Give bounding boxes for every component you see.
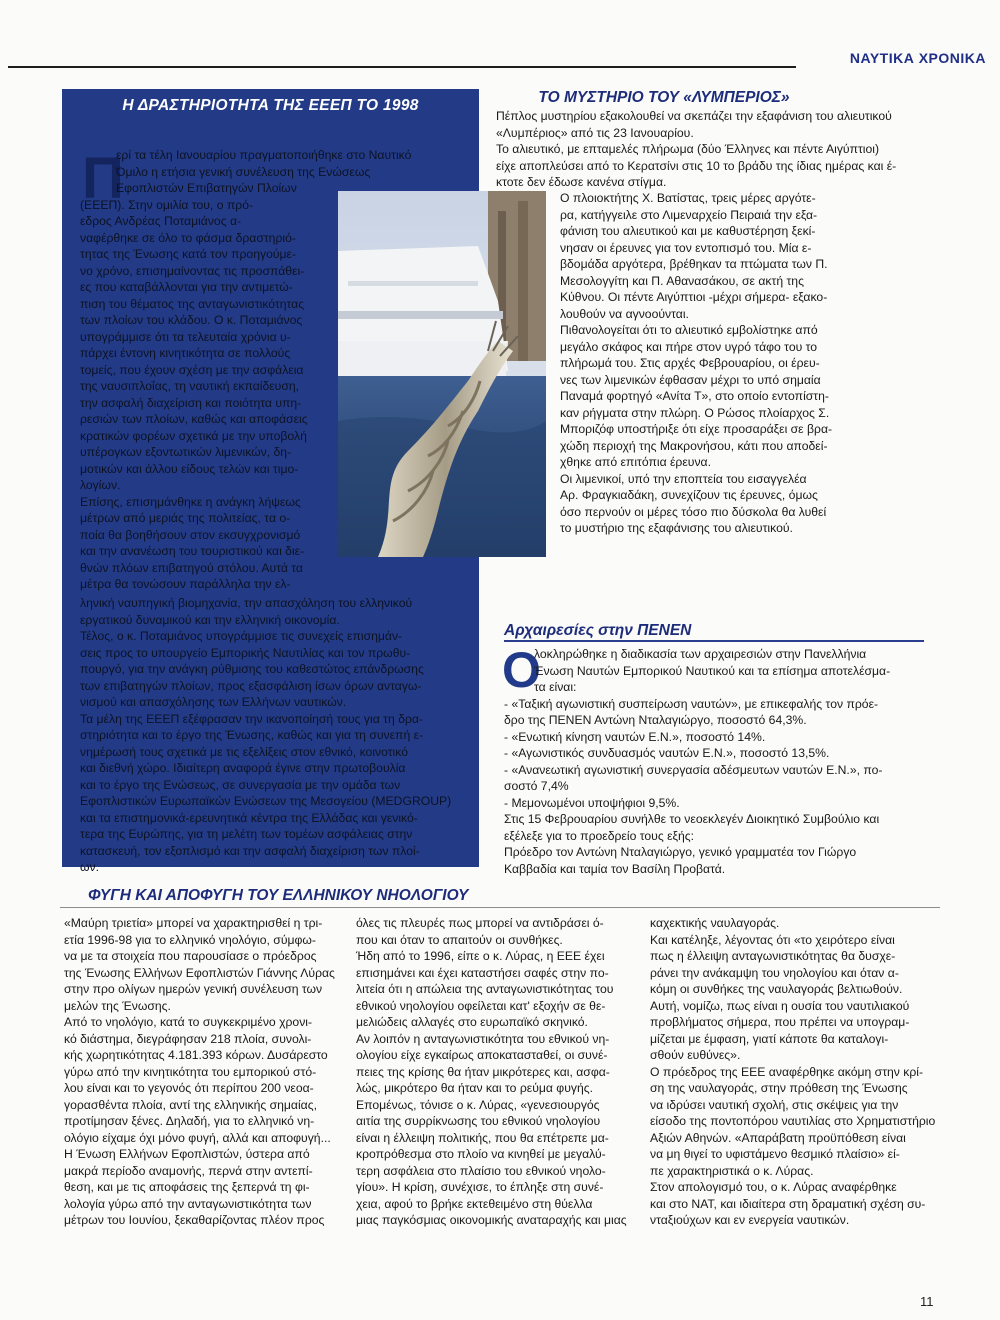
text-line: Επομένως, τόνισε ο κ. Λύρας, «γενεσιουργός [356, 1097, 600, 1112]
text-line: - Μεμονωμένοι υποψήφιοι 9,5%. [504, 795, 680, 810]
text-line: είναι η έλλειψη πολιτικής, που θα επέτρεπε μα- [356, 1130, 609, 1145]
text-line: των επιβατηγών πλοίων, προς εξασφάλιση ίσων όρων ανταγω- [80, 678, 422, 693]
text-line: ποία θα βοηθήσουν στον εκσυγχρονισμό [80, 527, 301, 542]
text-line: Καββαδία και ταμία τον Βασίλη Προβατά. [504, 861, 726, 876]
text-line: θεση, και με τις αποφάσεις της ξεπερνά τη φι- [64, 1180, 310, 1194]
text-line: και στο ΝΑΤ, και ιδιαίτερα στη δραματική σχέση συ- [650, 1196, 926, 1211]
text-line: το μυστήριο της εξαφάνισης του αλιευτικού. [560, 521, 793, 535]
text-line: Αξιών Αθηνών. «Απαράβατη προϋπόθεση είναι [650, 1130, 906, 1145]
eeep-text-top [80, 147, 412, 593]
text-line: πε χαρακτηριστικά ο κ. Λύρας. [650, 1163, 814, 1178]
text-line: κροπρόθεσμα στο πλοίο να κινηθεί με μεγαλύ- [356, 1147, 606, 1161]
text-line: ναφέρθηκε σε όλο το φάσμα δραστηριό- [80, 230, 296, 245]
text-line: ράνει την ανάκαμψη του νηολογίου και όταν α- [650, 965, 899, 980]
text-line: μελών της Ένωσης. [64, 998, 171, 1013]
text-line: και το έργο της Ενώσεως, σε συνεργασία με την ομάδα των [80, 777, 401, 792]
text-line: σεις προς το υπουργείο Εμπορικής Ναυτιλίας και τον πρωθυ- [80, 645, 411, 660]
text-line: πειες της κρίσης θα ήταν μικρότερες και, ασφα- [356, 1064, 610, 1079]
text-line: της Ένωσης Ελλήνων Εφοπλιστών Γιάννης Λύρας [64, 965, 335, 980]
text-line: (ΕΕΕΠ). Στην ομιλία του, ο πρό- [80, 197, 254, 212]
text-line: κατασκευή, τον εξοπλισμό και την ασφαλή διαχείριση των πλοί- [80, 843, 420, 858]
text-line: Αν λοιπόν η ανταγωνιστικότητα του εθνικού νη- [356, 1031, 610, 1046]
text-line: των πλοίων του κλάδου. Ο κ. Ποταμιάνος [80, 313, 303, 327]
text-line: βδομάδα αργότερα, βρέθηκαν τα πτώματα των Π. [560, 257, 828, 271]
penen-title: Αρχαιρεσίες στην ΠΕΝΕΝ [504, 622, 692, 639]
text-line: ρεσιών των πλοίων, καθώς και αποφάσεις [80, 412, 308, 426]
text-line: Πέπλος μυστηρίου εξακολουθεί να σκεπάζει την εξαφάνιση του αλιευτικού [496, 109, 892, 123]
text-line: εδρος Ανδρέας Ποταμιάνος α- [80, 214, 242, 228]
text-line: Μεσολογγίτη και Π. Αθανασάκου, σε ακτή της [560, 273, 804, 288]
text-line: - «Ανανεωτική αγωνιστική συνεργασία αδέσμευτων ναυτών Ε.Ν.», πο- [504, 762, 883, 777]
text-line: Μποριζόφ υποστήριξε ότι είχε προσαράξει σε βρα- [560, 422, 833, 436]
text-line: να με τα στοιχεία που παρουσίασε ο πρόεδρος [64, 949, 317, 963]
text-line: και τα επιστημονικά-ερευνητικά κέντρα της Ελλάδας και γενικό- [80, 810, 418, 825]
text-line: Εφοπλιστών Επιβατηγών Πλοίων [116, 181, 297, 195]
text-line: μελιώδεις αλλαγές στο ευρωπαϊκό σκηνικό. [356, 1015, 588, 1029]
text-line: Ο πρόεδρος της ΕΕΕ αναφέρθηκε ακόμη στην κρί- [650, 1064, 924, 1079]
text-line: καχεκτικής ναυλαγοράς. [650, 916, 780, 930]
penen-dropcap: Ο [502, 642, 541, 698]
text-line: τητας της Ένωσης κατά τον προηγούμε- [80, 247, 297, 261]
eeep-title: Η ΔΡΑΣΤΗΡΙΟΤΗΤΑ ΤΗΣ ΕΕΕΠ ΤΟ 1998 [122, 97, 419, 114]
text-line: μίζεται με έμφαση, γιατί κάποτε θα καταλογι- [650, 1031, 889, 1046]
text-line: επισημάνει και έχει καταστήσει σαφές στην πο- [356, 965, 609, 980]
text-line: Ένωση Ναυτών Εμπορικού Ναυτικού και τα επίσημα αποτελέσμα- [534, 663, 891, 678]
text-line: εξέλεξε για το προεδρείο τους εξής: [504, 828, 695, 843]
text-line: στηριότητα και το έργο της Ένωσης, καθώς και για τη συνεπή ε- [80, 728, 424, 742]
text-line: χώδη περιοχή της Μακρονήσου, κάτι που αποδεί- [560, 438, 828, 453]
flight-column-1 [64, 915, 340, 1229]
text-line: κρατικών φορέων σχετικά με την υποβολή [80, 428, 307, 443]
text-line: προβλήματος σήμερα, που πρέπει να υπογραμ- [650, 1015, 910, 1029]
text-line: μιας παγκόσμιας οικονομικής αναταραχής και μιας [356, 1213, 627, 1227]
lymperios-title: ΤΟ ΜΥΣΤΗΡΙΟ ΤΟΥ «ΛΥΜΠΕΡΙΟΣ» [538, 89, 790, 106]
page-number: 11 [920, 1294, 934, 1309]
flight-title-rule [60, 907, 940, 908]
text-line: καν ρήγματα στην πλώρη. Ο Ρώσος πλοίαρχος Σ. [560, 405, 830, 420]
text-line: χθηκε από επιτόπια έρευνα. [560, 455, 711, 469]
text-line: μέτρων από μεριάς της πολιτείας, τα ο- [80, 511, 291, 525]
flight-title: ΦΥΓΗ ΚΑΙ ΑΠΟΦΥΓΗ ΤΟΥ ΕΛΛΗΝΙΚΟΥ ΝΗΟΛΟΓΙΟΥ [88, 887, 469, 904]
text-line: πάρχει έντονη κινητικότητα σε πολλούς [80, 346, 291, 360]
flight-column-2 [356, 915, 632, 1229]
text-line: όσο περνούν οι μέρες τόσο πιο δύσκολα θα λυθεί [560, 504, 827, 519]
text-line: λολογία γύρω από την ανταγωνιστικότητα των [64, 1196, 312, 1211]
text-line: Επίσης, επισημάνθηκε η ανάγκη λήψεως [80, 494, 301, 509]
text-line: Αρ. Φραγκιαδάκη, συνεχίζουν τις έρευνες, όμως [560, 488, 818, 502]
text-line: πως η έλλειψη ανταγωνιστικότητας θα δυσχε- [650, 949, 896, 963]
text-line: της ναυσιπλοΐας, τη ναυτική εκπαίδευση, [80, 379, 300, 393]
text-line: Από το νηολόγιο, κατά το συγκεκριμένο χρονι- [64, 1015, 313, 1029]
text-line: ολόγιο είχαμε όχι μόνο φυγή, αλλά και αποφυγή... [64, 1130, 331, 1145]
text-line: λιτεία ότι η απώλεια της ανταγωνιστικότητας του [356, 982, 614, 996]
text-line: τερα της Ευρώπης, για τη μελέτη των τομέων ασφάλειας στην [80, 827, 413, 841]
text-line: Τέλος, ο κ. Ποταμιάνος υπογράμμισε τις συνεχείς επισημάν- [80, 629, 403, 643]
text-line: λοκληρώθηκε η διαδικασία των αρχαιρεσιών στην Πανελλήνια [534, 647, 867, 661]
lymperios-text-wide [496, 108, 936, 191]
text-line: ων. [80, 860, 99, 874]
text-line: ερί τα τέλη Ιανουαρίου πραγματοποιήθηκε στο Ναυτικό [116, 148, 412, 162]
text-line: - «Ενωτική κίνηση ναυτών Ε.Ν.», ποσοστό 14%. [504, 729, 766, 744]
text-line: ες που καταβάλλονται για την αντιμετώ- [80, 280, 293, 294]
text-line: μοτικών και άλλου είδους τελών και τιμο- [80, 461, 299, 476]
text-line: μέτρα θα τονώσουν παράλληλα την ελ- [80, 577, 291, 591]
text-line: Η Ένωση Ελλήνων Εφοπλιστών, ύστερα από [64, 1147, 310, 1161]
text-line: είχε αποπλεύσει από το Κερατσίνι στις 10 το βράδυ της ίδιας ημέρας και έ- [496, 158, 897, 173]
text-line: νησαν οι έρευνες για τον εντοπισμό του. Μία ε- [560, 240, 812, 255]
text-line: να μη θιγεί το υφιστάμενο θεσμικό πλαίσιο» εί- [650, 1147, 900, 1161]
text-line: που και όταν το απαιτούν οι συνθήκες. [356, 932, 563, 947]
text-line: μακρά περίοδο αναμονής, περνά στην αντεπί- [64, 1163, 313, 1178]
text-line: και την ανανέωση του τουριστικού και διε- [80, 544, 305, 558]
text-line: πλήρωμά του. Στις αρχές Φεβρουαρίου, οι έρευ- [560, 356, 820, 370]
flight-column-3 [650, 915, 936, 1229]
text-line: είσοδο της ποντοπόρου ναυτιλίας στο Χρηματιστήριο [650, 1114, 936, 1128]
text-line: - «Ταξική αγωνιστική συσπείρωση ναυτών», με επικεφαλής τον πρόε- [504, 696, 879, 711]
text-line: τα είναι: [534, 680, 577, 694]
text-line: ση της ναυλαγοράς, στην πρόθεση της Ένωσης [650, 1081, 908, 1095]
text-line: πιση του θέματος της ανταγωνιστικότητας [80, 296, 305, 311]
text-line: ετία 1996-98 για το ελληνικό νηολόγιο, σύμφω- [64, 932, 316, 947]
penen-title-rule [504, 640, 924, 642]
text-line: «Μαύρη τριετία» μπορεί να χαρακτηρισθεί η τρι- [64, 916, 323, 930]
text-line: Αυτή, νομίζω, πως είναι η ουσία του ναυτιλιακού [650, 998, 910, 1013]
text-line: κτοτε δεν έδωσε κανένα στίγμα. [496, 175, 667, 189]
text-line: χεια, αφού το βρήκε εκτεθειμένο στη θύελλα [356, 1196, 593, 1211]
text-line: Εφοπλιστικών Ευρωπαϊκών Ενώσεων της Μεσογείου (MEDGROUP) [80, 794, 452, 808]
text-line: σθούν ευθύνες». [650, 1048, 741, 1062]
text-line: και διεθνή χώρο. Ιδιαίτερη αναφορά έγινε στην πρωτοβουλία [80, 761, 406, 775]
text-line: νημέρωσή τους σχετικά με τις εξελίξεις στον εθνικό, κοινοτικό [80, 744, 408, 759]
text-line: Τα μέλη της ΕΕΕΠ εξέφρασαν την ικανοποίησή τους για τη δρα- [80, 711, 423, 726]
text-line: ολογίου είχε εγκαίρως αποκατασταθεί, οι συνέ- [356, 1048, 608, 1062]
text-line: Ο πλοιοκτήτης Χ. Βατίστας, τρεις μέρες αργότε- [560, 191, 816, 205]
eeep-dropcap: Π [82, 146, 124, 211]
text-line: λογίων. [80, 478, 121, 492]
text-line: ρα, κατήγγειλε στο Λιμεναρχείο Πειραιά την εξα- [560, 207, 818, 222]
text-line: γορασθέντα πλοία, αντί της ελληνικής σημαίας, [64, 1097, 317, 1112]
header-rule [8, 66, 796, 68]
magazine-name: ΝΑΥΤΙΚΑ ΧΡΟΝΙΚΑ [849, 50, 986, 66]
text-line: νισμού και απασχόλησης των Ελλήνων ναυτικών. [80, 695, 347, 709]
text-line: Πιθανολογείται ότι το αλιευτικό εμβολίστηκε από [560, 323, 818, 337]
text-line: υπέρογκων εξοντωτικών λιμενικών, δη- [80, 445, 292, 459]
text-line: Οι λιμενικοί, υπό την εποπτεία του εισαγγελέα [560, 471, 807, 486]
lymperios-text-narrow [560, 190, 936, 537]
text-line: προτίμησαν ξένες. Δηλαδή, για το ελληνικό νη- [64, 1114, 315, 1128]
text-line: Κύθνου. Οι πέντε Αιγύπτιοι -μέχρι σήμερα- εξακο- [560, 290, 828, 304]
text-line: «Λυμπέριος» από τις 23 Ιανουαρίου. [496, 125, 694, 140]
text-line: κό διάστημα, διεγράφησαν 218 πλοία, συνολι- [64, 1031, 312, 1046]
text-line: μεγάλο σκάφος και πήρε στον υγρό τάφο του το [560, 339, 818, 354]
text-line: δρο της ΠΕΝΕΝ Αντώνη Νταλαγιώργο, ποσοστό 64,3%. [504, 713, 807, 727]
text-line: θνών πλόων επιβατηγού στόλου. Αυτά τα [80, 560, 303, 575]
text-line: γίου». Η κρίση, συνέχισε, το έπληξε στη συνέ- [356, 1180, 604, 1194]
text-line: όλες τις πλευρές πως μπορεί να αντιδράσει ό- [356, 916, 604, 930]
text-line: Όμιλο η ετήσια γενική συνέλευση της Ενώσεως [116, 164, 371, 179]
text-line: γύρω από την κινητικότητα του εμπορικού στό- [64, 1064, 317, 1079]
text-line: φάνιση του αλιευτικού και με καθυστέρηση ξεκί- [560, 224, 816, 238]
text-line: κής χωρητικότητας 4.181.393 κόρων. Δυσάρεστο [64, 1048, 328, 1062]
text-line: λου είναι και το γεγονός ότι περίπου 200 νεοα- [64, 1081, 314, 1095]
text-line: Πρόεδρο τον Αντώνη Νταλαγιώργο, γενικό γραμματέα τον Γιώργο [504, 845, 857, 859]
text-line: Παναμά φορτηγό «Ανίτα Τ», στο οποίο εντοπίστη- [560, 389, 829, 403]
text-line: στην προ ολίγων ημερών γενική συνέλευση των [64, 982, 323, 996]
text-line: Στον απολογισμό του, ο κ. Λύρας αναφέρθηκε [650, 1180, 897, 1194]
text-line: λώς, μικρότερο θα ήταν και το ρεύμα φυγής. [356, 1081, 594, 1095]
text-line: να ιδρύσει ναυτική σχολή, στις σκέψεις για την [650, 1097, 899, 1112]
text-line: κόμη οι συνθήκες της ναυλαγοράς βελτιωθούν. [650, 982, 903, 996]
text-line: - «Αγωνιστικός συνδυασμός ναυτών Ε.Ν.», ποσοστό 13,5%. [504, 746, 830, 760]
text-line: αιτία της συρρίκνωσης του εθνικού νηολογίου [356, 1114, 601, 1128]
text-line: την ασφαλή διαχείριση και ποιότητα υπη- [80, 395, 302, 410]
text-line: Το αλιευτικό, με επταμελές πλήρωμα (δύο Έλληνες και πέντε Αιγύπτιοι) [496, 142, 880, 156]
text-line: σοστό 7,4% [504, 779, 569, 793]
text-line: εργατικού δυναμικού και την ελληνική οικονομία. [80, 612, 340, 627]
text-line: νταξιούχων και εν ενεργεία ναυτικών. [650, 1213, 850, 1227]
text-line: υπογράμμισε ότι τα τελευταία χρόνια υ- [80, 329, 291, 344]
text-line: εθνικού νηολογίου οφείλεται κατ' εξοχήν σε θε- [356, 998, 606, 1013]
text-line: ληνική ναυπηγική βιομηχανία, την απασχόληση του ελληνικού [80, 596, 413, 610]
text-line: μέτρων του Ιουνίου, ξεκαθαρίζοντας πλέον προς [64, 1213, 325, 1227]
text-line: Και κατέληξε, λέγοντας ότι «το χειρότερο είναι [650, 932, 895, 947]
penen-text [502, 642, 936, 877]
text-line: νες των λιμενικών έφθασαν μέχρι το υπό σημαία [560, 372, 821, 387]
text-line: Ήδη από το 1996, είπε ο κ. Λύρας, η ΕΕΕ έχει [356, 949, 605, 963]
eeep-text-bottom [80, 595, 472, 876]
text-line: Στις 15 Φεβρουαρίου συνήλθε το νεοεκλεγέν Διοικητικό Συμβούλιο και [504, 812, 880, 826]
text-line: τερη ασφάλεια στο πλαίσιο του εθνικού νηολο- [356, 1163, 606, 1178]
text-line: τομείς, που έχουν σχέση με την ασφάλεια [80, 362, 304, 377]
text-line: νο χρόνο, επισημαίνοντας τις προσπάθει- [80, 263, 305, 278]
text-line: λουθούν να αγνοούνται. [560, 306, 689, 321]
harbor-rope-photo [338, 191, 546, 557]
text-line: πουργό, για την ανάγκη ρύθμισης του καθεστώτος επάνδρωσης [80, 662, 424, 676]
